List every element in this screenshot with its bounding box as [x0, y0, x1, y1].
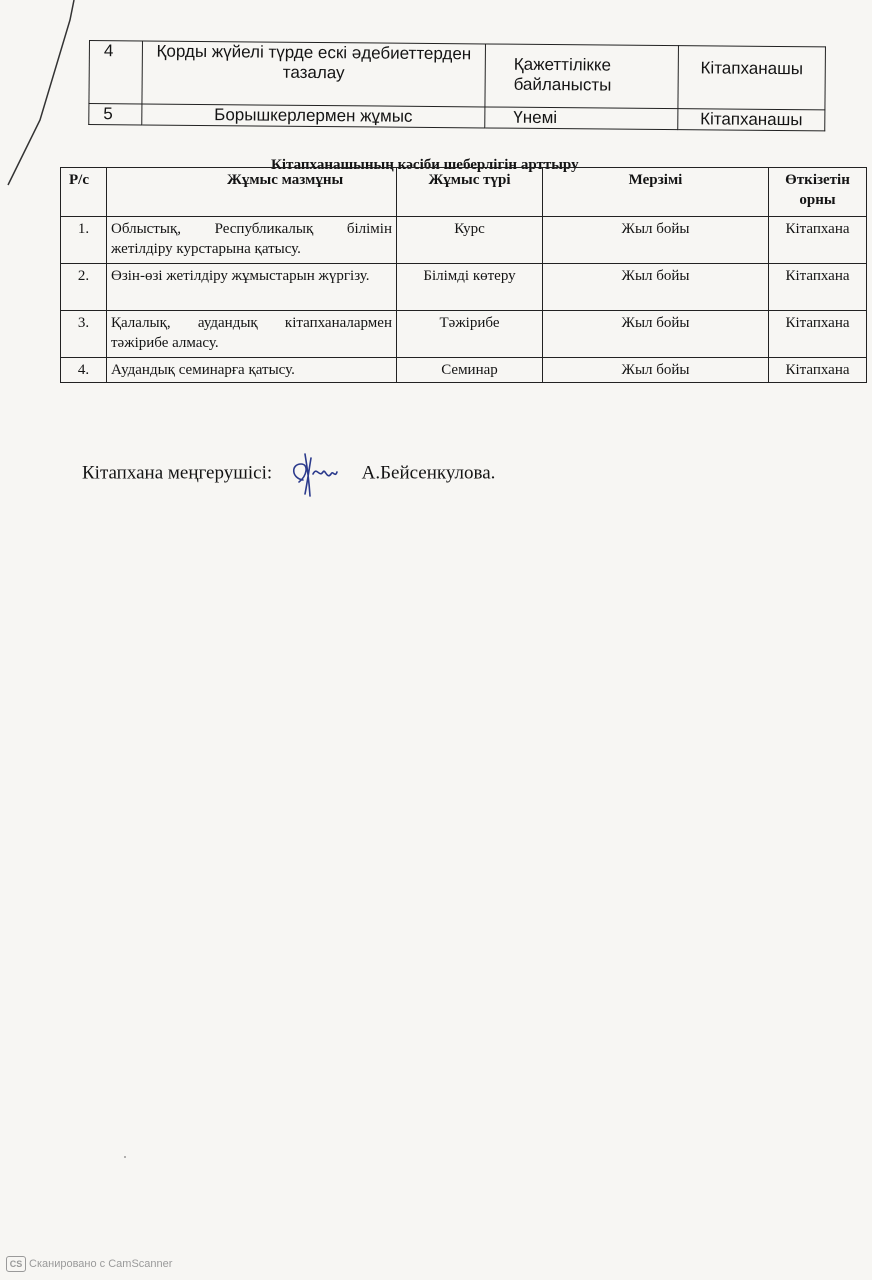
row-place: Кітапхана — [769, 358, 867, 383]
header-number: Р/с — [61, 168, 107, 217]
table-row — [61, 264, 867, 311]
row-number: 5 — [89, 104, 142, 125]
table-row — [61, 311, 867, 358]
row-number: 4 — [89, 41, 143, 104]
row-content: Қалалық, аудандық кітапханалармен тәжірибе алмасу. — [107, 311, 397, 358]
table-header-row — [61, 168, 867, 217]
row-number: 1. — [61, 217, 107, 264]
signature-icon — [283, 450, 351, 498]
row-place: Кітапхана — [769, 217, 867, 264]
skills-table — [60, 167, 867, 383]
manager-name: А.Бейсенкулова. — [361, 462, 496, 484]
row-content: Аудандық семинарға қатысу. — [107, 358, 397, 383]
row-content: Өзін-өзі жетілдіру жұмыстарын жүргізу. — [107, 264, 397, 311]
watermark-text: Сканировано с CamScanner — [29, 1258, 173, 1270]
row-number: 4. — [61, 358, 107, 383]
row-term: Жыл бойы — [543, 358, 769, 383]
position-label: Кітапхана меңгерушісі: — [82, 462, 273, 484]
row-type: Семинар — [397, 358, 543, 383]
row-place: Кітапхана — [769, 264, 867, 311]
row-term: Жыл бойы — [543, 311, 769, 358]
row-term: Жыл бойы — [543, 264, 769, 311]
row-number: 3. — [61, 311, 107, 358]
row-responsible: Кітапханашы — [678, 109, 825, 131]
header-content: Жұмыс мазмұны — [107, 168, 397, 217]
row-period: Үнемі — [485, 107, 678, 130]
table-row — [89, 41, 826, 110]
table-row — [61, 358, 867, 383]
section-title: Кітапханашының кәсіби шеберлігін арттыру — [271, 157, 579, 173]
row-type: Курс — [397, 217, 543, 264]
row-place: Кітапхана — [769, 311, 867, 358]
row-number: 2. — [61, 264, 107, 311]
row-content: Борышкерлермен жұмыс — [142, 104, 485, 128]
row-period: Қажеттілікке байланысты — [485, 44, 679, 109]
header-term: Мерзімі — [543, 168, 769, 217]
row-content: Облыстық, Республикалық білімін жетілдіру курстарына қатысу. — [107, 217, 397, 264]
camscanner-watermark — [6, 1256, 172, 1272]
scan-speck — [124, 1156, 126, 1158]
plan-table-continued — [88, 40, 826, 131]
header-type: Жұмыс түрі — [397, 168, 543, 217]
row-type: Білімді көтеру — [397, 264, 543, 311]
table-row — [61, 217, 867, 264]
camscanner-logo-icon: CS — [6, 1256, 26, 1272]
row-responsible: Кітапханашы — [678, 46, 826, 110]
row-term: Жыл бойы — [543, 217, 769, 264]
row-content: Қорды жүйелі түрде ескі әдебиеттерден тазалау — [142, 41, 486, 107]
signature-line — [82, 450, 495, 498]
row-type: Тәжірибе — [397, 311, 543, 358]
header-place: Өткізетін орны — [769, 168, 867, 217]
